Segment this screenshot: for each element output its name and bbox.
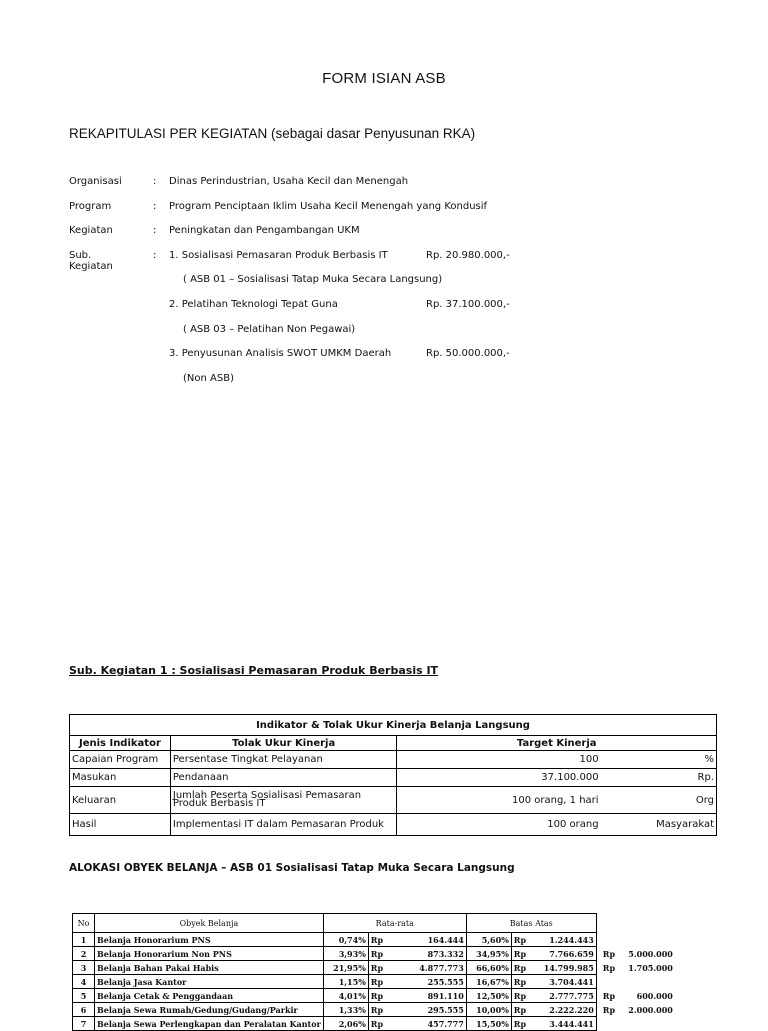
row-pct: 4,01% — [323, 989, 368, 1003]
target-cell: 100 orang, 1 hari — [397, 787, 619, 814]
jenis-cell: Keluaran — [70, 787, 171, 814]
row-pct2: 5,60% — [466, 933, 511, 947]
row-max: 2.777.775 — [529, 989, 596, 1003]
sub-kegiatan-1-name: 1. Sosialisasi Pemasaran Produk Berbasis IT — [169, 249, 388, 261]
row-avg: 255.555 — [398, 975, 466, 989]
row-extra-rp — [596, 975, 626, 989]
table-row — [73, 975, 675, 989]
row-avg: 457.777 — [398, 1017, 466, 1031]
table-row — [70, 751, 717, 769]
tolak-cell — [170, 787, 397, 814]
row-extra-amt: 600.000 — [636, 990, 673, 1001]
tolak-cell: Implementasi IT dalam Pemasaran Produk — [170, 814, 397, 836]
row-extra-amt: 1.705.000 — [628, 962, 673, 973]
tolak-text: Jumlah Peserta Sosialisasi Pemasaran Produk Berbasis IT — [172, 790, 362, 809]
header-obyek: Obyek Belanja — [95, 914, 324, 933]
row-rp2: Rp — [511, 961, 529, 975]
row-rp: Rp — [368, 961, 398, 975]
target-cell: 37.100.000 — [397, 769, 619, 787]
row-no: 1 — [73, 933, 95, 947]
tolak-cell: Pendanaan — [170, 769, 397, 787]
header-jenis: Jenis Indikator — [70, 736, 171, 751]
jenis-cell: Hasil — [70, 814, 171, 836]
jenis-cell: Masukan — [70, 769, 171, 787]
row-extra-amt: 2.000.000 — [628, 1004, 673, 1015]
kegiatan-value: Peningkatan dan Pengambangan UKM — [169, 225, 360, 237]
row-pct2: 66,60% — [466, 961, 511, 975]
sub-kegiatan-2-note: ( ASB 03 – Pelatihan Non Pegawai) — [183, 323, 356, 335]
row-no: 4 — [73, 975, 95, 989]
row-name: Belanja Honorarium Non PNS — [95, 947, 324, 961]
table-row — [70, 769, 717, 787]
row-rp: Rp — [368, 989, 398, 1003]
alokasi-heading: ALOKASI OBYEK BELANJA – ASB 01 Sosialisasi Tatap Muka Secara Langsung — [69, 862, 515, 874]
row-pct: 1,33% — [323, 1003, 368, 1017]
table-row — [73, 961, 675, 975]
row-no: 7 — [73, 1017, 95, 1031]
row-rp2: Rp — [511, 947, 529, 961]
row-pct: 2,06% — [323, 1017, 368, 1031]
sub-kegiatan-1-amount: Rp. 20.980.000,- — [426, 249, 510, 261]
unit-cell: Org — [619, 787, 717, 814]
row-pct: 21,95% — [323, 961, 368, 975]
sub-kegiatan-label: Sub. Kegiatan — [69, 249, 113, 272]
row-pct2: 16,67% — [466, 975, 511, 989]
sub-kegiatan-heading: Sub. Kegiatan 1 : Sosialisasi Pemasaran Produk Berbasis IT — [69, 664, 439, 677]
tolak-cell: Persentase Tingkat Pelayanan — [170, 751, 397, 769]
row-name: Belanja Sewa Rumah/Gedung/Gudang/Parkir — [95, 1003, 324, 1017]
row-pct2: 15,50% — [466, 1017, 511, 1031]
row-pct: 1,15% — [323, 975, 368, 989]
object-table — [72, 913, 675, 1031]
table-row — [73, 933, 675, 947]
row-name: Belanja Honorarium PNS — [95, 933, 324, 947]
row-no: 3 — [73, 961, 95, 975]
header-no: No — [73, 914, 95, 933]
program-value: Program Penciptaan Iklim Usaha Kecil Menengah yang Kondusif — [169, 200, 488, 212]
row-max: 3.704.441 — [529, 975, 596, 989]
table-row — [70, 814, 717, 836]
row-rp2: Rp — [511, 989, 529, 1003]
row-avg: 4.877.773 — [398, 961, 466, 975]
table-row — [70, 787, 717, 814]
row-extra-rp: Rp — [602, 948, 616, 959]
row-extra-rp: Rp — [602, 990, 616, 1001]
header-target: Target Kinerja — [397, 736, 717, 751]
header-tolak: Tolak Ukur Kinerja — [170, 736, 397, 751]
row-max: 1.244.443 — [529, 933, 596, 947]
organisasi-value: Dinas Perindustrian, Usaha Kecil dan Menengah — [169, 176, 409, 187]
row-extra-amt: 5.000.000 — [628, 948, 673, 959]
kegiatan-label: Kegiatan — [69, 225, 113, 237]
row-rp: Rp — [368, 1003, 398, 1017]
row-extra-rp — [596, 933, 626, 947]
jenis-cell: Capaian Program — [70, 751, 171, 769]
table-row — [73, 1003, 675, 1017]
target-cell: 100 — [397, 751, 619, 769]
sub-kegiatan-3-amount: Rp. 50.000.000,- — [426, 348, 510, 360]
target-cell: 100 orang — [397, 814, 619, 836]
row-name: Belanja Cetak & Penggandaan — [95, 989, 324, 1003]
row-name: Belanja Jasa Kantor — [95, 975, 324, 989]
indicator-table — [69, 714, 717, 836]
row-avg: 295.555 — [398, 1003, 466, 1017]
organisasi-label: Organisasi — [69, 176, 122, 187]
sub-kegiatan-2-name: 2. Pelatihan Teknologi Tepat Guna — [169, 298, 338, 310]
row-pct: 3,93% — [323, 947, 368, 961]
sub-kegiatan-3-name: 3. Penyusunan Analisis SWOT UMKM Daerah — [169, 348, 392, 360]
row-extra-rp: Rp — [602, 962, 616, 973]
row-rp: Rp — [368, 975, 398, 989]
unit-cell: Masyarakat — [619, 814, 717, 836]
sub-kegiatan-1-note: ( ASB 01 – Sosialisasi Tatap Muka Secara Langsung) — [183, 274, 443, 286]
row-extra-amt — [626, 933, 675, 947]
table-row — [73, 989, 675, 1003]
row-no: 6 — [73, 1003, 95, 1017]
row-no: 5 — [73, 989, 95, 1003]
program-label: Program — [69, 200, 112, 212]
sub-kegiatan-3-note: (Non ASB) — [183, 372, 234, 384]
row-max: 3.444.441 — [529, 1017, 596, 1031]
colon: : — [153, 200, 157, 212]
page-subtitle: REKAPITULASI PER KEGIATAN (sebagai dasar Penyusunan RKA) — [69, 126, 476, 141]
row-rp: Rp — [368, 933, 398, 947]
row-no: 2 — [73, 947, 95, 961]
row-rp2: Rp — [511, 933, 529, 947]
sub-kegiatan-2-amount: Rp. 37.100.000,- — [426, 298, 510, 310]
colon: : — [153, 225, 157, 237]
page-title: FORM ISIAN ASB — [322, 70, 446, 87]
table-row — [73, 947, 675, 961]
row-rp: Rp — [368, 1017, 398, 1031]
row-extra-rp: Rp — [602, 1004, 616, 1015]
header-rata: Rata-rata — [323, 914, 466, 933]
unit-cell: Rp. — [619, 769, 717, 787]
indicator-table-caption: Indikator & Tolak Ukur Kinerja Belanja Langsung — [70, 715, 717, 736]
row-pct: 0,74% — [323, 933, 368, 947]
row-pct2: 10,00% — [466, 1003, 511, 1017]
row-pct2: 34,95% — [466, 947, 511, 961]
row-rp: Rp — [368, 947, 398, 961]
row-name: Belanja Bahan Pakai Habis — [95, 961, 324, 975]
row-avg: 164.444 — [398, 933, 466, 947]
row-rp2: Rp — [511, 1017, 529, 1031]
colon: : — [153, 249, 157, 261]
row-max: 14.799.985 — [529, 961, 596, 975]
colon: : — [153, 176, 157, 187]
row-name: Belanja Sewa Perlengkapan dan Peralatan Kantor — [95, 1017, 324, 1031]
row-avg: 891.110 — [398, 989, 466, 1003]
row-pct2: 12,50% — [466, 989, 511, 1003]
row-rp2: Rp — [511, 1003, 529, 1017]
extra-spacer — [626, 914, 675, 933]
row-max: 7.766.659 — [529, 947, 596, 961]
unit-cell: % — [619, 751, 717, 769]
extra-spacer — [596, 914, 626, 933]
row-extra-amt — [626, 975, 675, 989]
row-rp2: Rp — [511, 975, 529, 989]
row-max: 2.222.220 — [529, 1003, 596, 1017]
header-batas: Batas Atas — [466, 914, 596, 933]
row-avg: 873.332 — [398, 947, 466, 961]
